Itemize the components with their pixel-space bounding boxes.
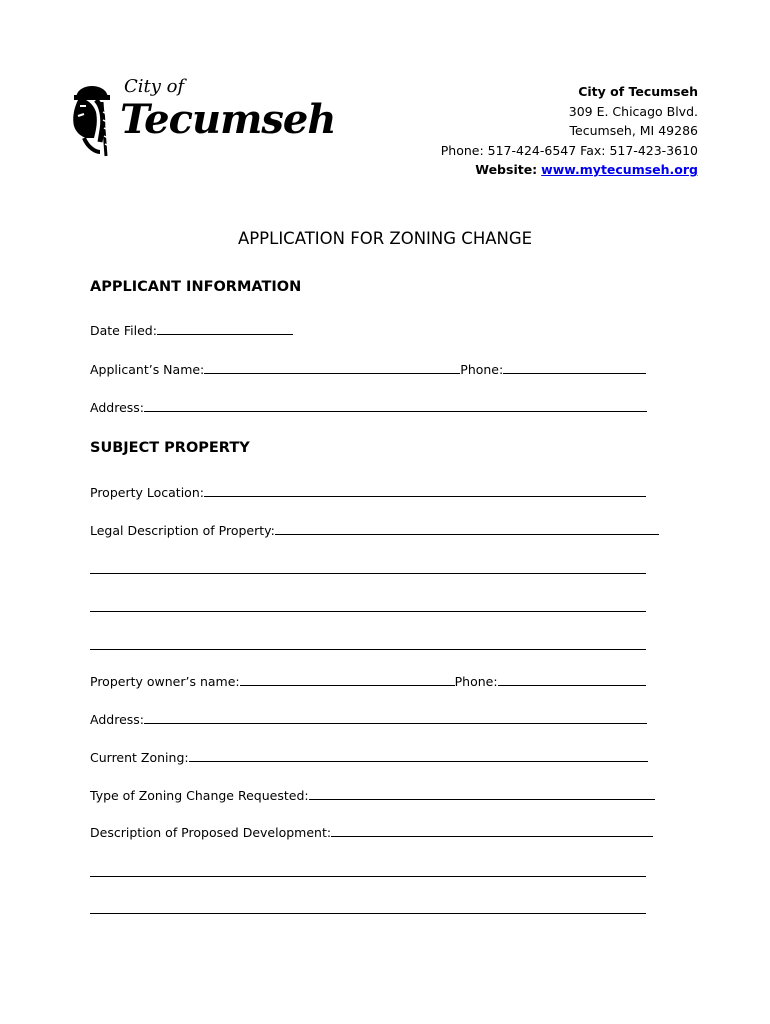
owner-address-field[interactable]	[144, 711, 647, 724]
contact-street: 309 E. Chicago Blvd.	[568, 103, 698, 119]
owner-phone-field[interactable]	[498, 673, 646, 686]
subject-heading: SUBJECT PROPERTY	[90, 440, 250, 456]
current-zoning-label: Current Zoning:	[90, 750, 189, 765]
contact-city: Tecumseh, MI 49286	[569, 123, 698, 138]
applicant-address-label: Address:	[90, 400, 144, 415]
applicant-name-row	[90, 361, 646, 377]
change-type-row	[90, 787, 655, 803]
applicant-phone-label: Phone:	[460, 362, 504, 377]
page-title: APPLICATION FOR ZONING CHANGE	[237, 229, 533, 248]
property-location-row	[90, 484, 646, 500]
applicant-name-label: Applicant’s Name:	[90, 362, 205, 377]
proposed-development-label: Description of Proposed Development:	[90, 825, 332, 840]
property-location-field[interactable]	[204, 484, 646, 497]
tecumseh-portrait-icon	[66, 82, 120, 158]
proposed-development-line-2[interactable]	[90, 913, 646, 914]
legal-description-field[interactable]	[275, 522, 659, 535]
contact-block	[441, 82, 698, 180]
legal-description-label: Legal Description of Property:	[90, 523, 275, 538]
owner-name-label: Property owner’s name:	[90, 674, 240, 689]
applicant-address-field[interactable]	[144, 399, 647, 412]
legal-description-line-3[interactable]	[90, 649, 646, 650]
legal-description-row	[90, 522, 659, 538]
applicant-address-row	[90, 399, 647, 415]
change-type-label: Type of Zoning Change Requested:	[90, 788, 309, 803]
owner-address-row	[90, 711, 647, 727]
proposed-development-field[interactable]	[331, 824, 653, 837]
owner-name-row	[90, 673, 646, 689]
current-zoning-row	[90, 749, 648, 765]
website-link[interactable]: www.mytecumseh.org	[541, 162, 698, 177]
proposed-development-row	[90, 824, 653, 840]
date-filed-row	[90, 322, 293, 338]
applicant-heading: APPLICANT INFORMATION	[90, 279, 302, 295]
logo-city-of: City of	[124, 76, 185, 97]
change-type-field[interactable]	[309, 787, 655, 800]
applicant-phone-field[interactable]	[503, 361, 646, 374]
website-label: Website:	[475, 162, 538, 177]
legal-description-line-1[interactable]	[90, 573, 646, 574]
applicant-name-field[interactable]	[204, 361, 460, 374]
current-zoning-field[interactable]	[189, 749, 648, 762]
city-logo	[66, 76, 336, 160]
legal-description-line-2[interactable]	[90, 611, 646, 612]
contact-org: City of Tecumseh	[578, 84, 698, 99]
owner-address-label: Address:	[90, 712, 144, 727]
date-filed-label: Date Filed:	[90, 323, 157, 338]
contact-phone-fax: Phone: 517-424-6547 Fax: 517-423-3610	[440, 142, 698, 158]
logo-city-name: Tecumseh	[120, 96, 336, 143]
proposed-development-line-1[interactable]	[90, 876, 646, 877]
date-filed-field[interactable]	[157, 322, 293, 335]
owner-phone-label: Phone:	[454, 674, 498, 689]
property-location-label: Property Location:	[90, 485, 204, 500]
owner-name-field[interactable]	[240, 673, 455, 686]
